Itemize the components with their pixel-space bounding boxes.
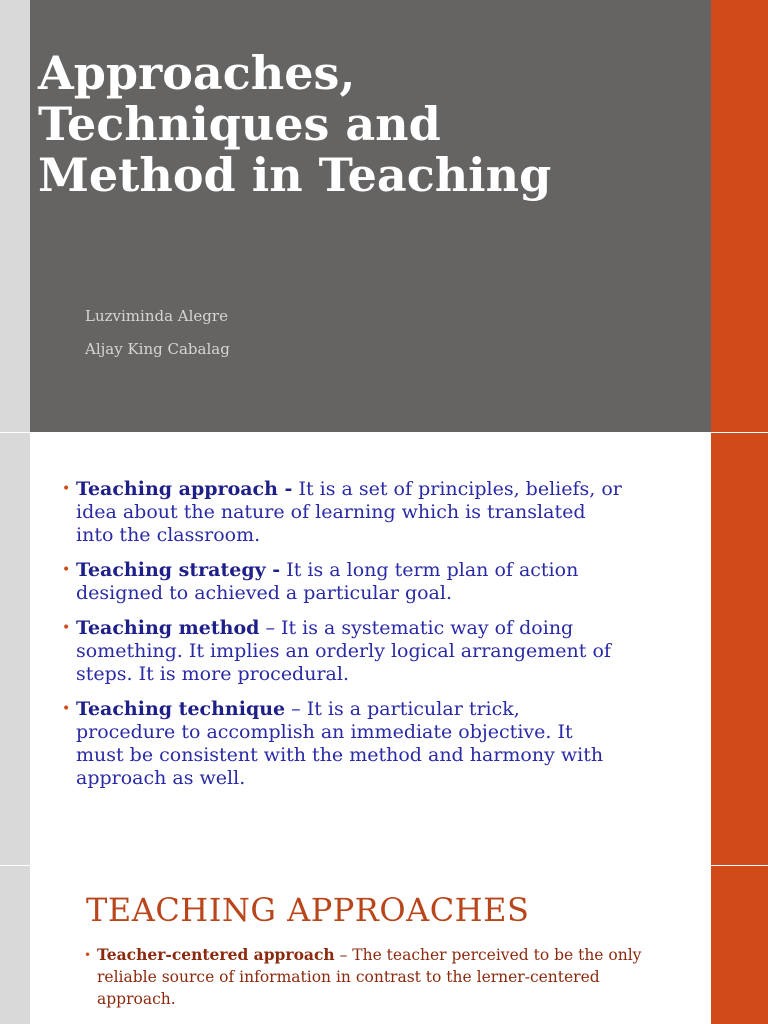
definition-term: Teaching approach -	[76, 478, 293, 500]
definitions-slide	[0, 433, 768, 865]
bullet-icon: •	[84, 948, 92, 962]
right-accent-bar	[711, 433, 768, 865]
definition-term: Teaching strategy -	[76, 559, 281, 581]
definition-term: Teaching method	[76, 617, 260, 639]
approaches-list	[84, 944, 664, 1010]
author-name: Aljay King Cabalag	[85, 340, 230, 358]
right-accent-bar	[711, 0, 768, 432]
right-accent-bar	[711, 866, 768, 1024]
list-item	[62, 478, 622, 547]
approach-text: – The teacher perceived to be the only reliable source of information in contrast to the lerner-centered approach.	[97, 946, 642, 1008]
definitions-list	[62, 478, 622, 802]
list-item	[84, 944, 664, 1010]
bullet-icon: •	[62, 562, 71, 578]
approaches-slide	[0, 866, 768, 1024]
section-heading: TEACHING APPROACHES	[86, 891, 530, 929]
author-name: Luzviminda Alegre	[85, 307, 228, 325]
list-item	[62, 559, 622, 605]
bullet-icon: •	[62, 620, 71, 636]
left-accent-bar	[0, 866, 30, 1024]
left-accent-bar	[0, 0, 30, 432]
left-accent-bar	[0, 433, 30, 865]
list-item	[62, 617, 622, 686]
definition-text: – It is a particular trick, procedure to accomplish an immediate objective. It must be consistent with the method and harmony with approach as well.	[76, 698, 604, 789]
title-slide	[0, 0, 768, 432]
definition-text: It is a set of principles, beliefs, or idea about the nature of learning which is translated into the classroom.	[76, 478, 622, 546]
list-item	[62, 698, 622, 790]
definition-text: It is a long term plan of action designed to achieved a particular goal.	[76, 559, 579, 604]
presentation-title: Approaches, Techniques and Method in Teaching	[38, 46, 552, 202]
approach-term: Teacher-centered approach	[97, 945, 335, 964]
definition-term: Teaching technique	[76, 698, 286, 720]
definition-text: – It is a systematic way of doing something. It implies an orderly logical arrangement of steps. It is more procedural.	[76, 617, 611, 685]
bullet-icon: •	[62, 481, 71, 497]
bullet-icon: •	[62, 701, 71, 717]
